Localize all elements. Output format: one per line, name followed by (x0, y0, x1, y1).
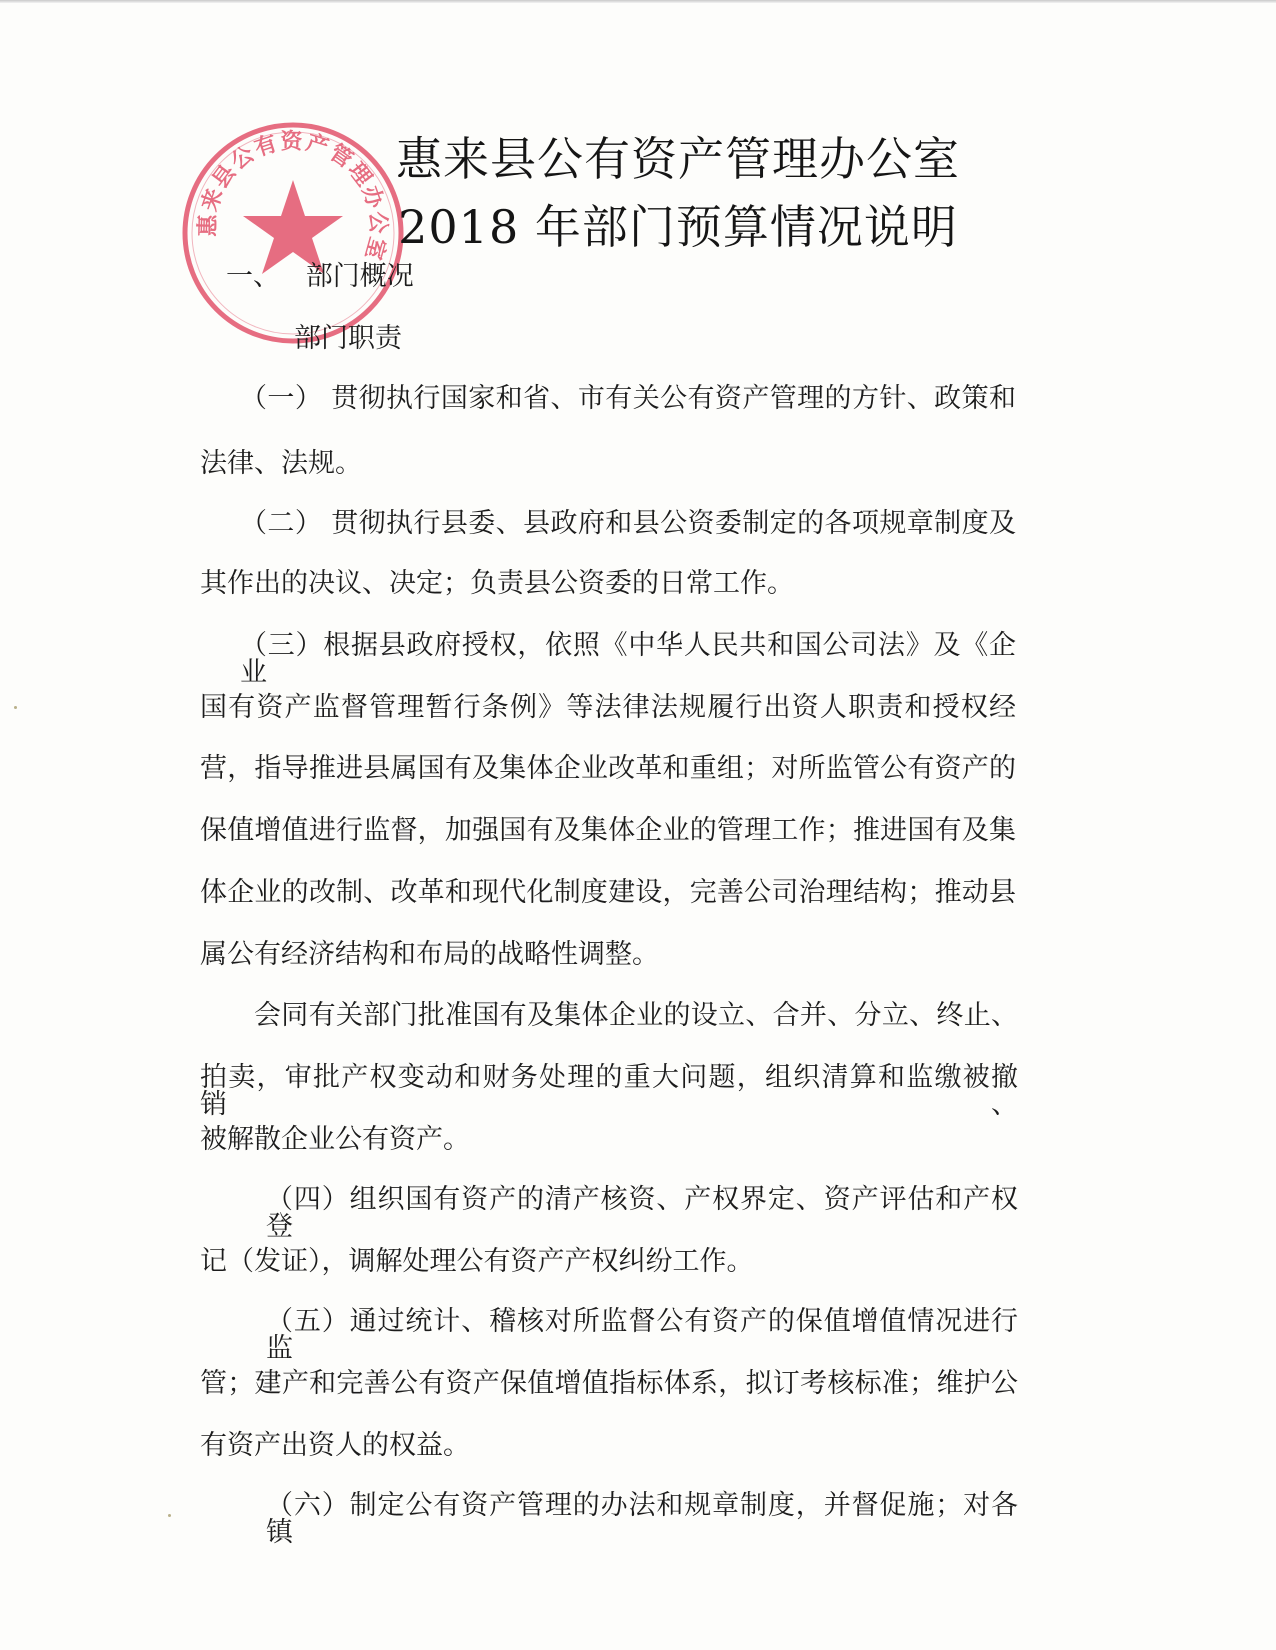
body-line: 营，指导推进县属国有及集体企业改革和重组；对所监管公有资产的 (200, 753, 1016, 784)
body-line: 有资产出资人的权益。 (200, 1430, 470, 1461)
body-line: （二） 贯彻执行县委、县政府和县公资委制定的各项规章制度及 (240, 508, 1016, 539)
document-title-line-2: 2018 年部门预算情况说明 (398, 200, 958, 254)
body-line: 其作出的决议、决定；负责县公资委的日常工作。 (200, 568, 794, 599)
body-line: （五）通过统计、稽核对所监督公有资产的保值增值情况进行监 (266, 1306, 1018, 1364)
body-line: （四）组织国有资产的清产核资、产权界定、资产评估和产权登 (266, 1184, 1018, 1242)
svg-text:惠来县公有资产管理办公室: 惠来县公有资产管理办公室 (195, 129, 391, 265)
body-line: 记（发证），调解处理公有资产产权纠纷工作。 (200, 1246, 754, 1277)
subheading: 部门职责 (294, 323, 402, 354)
body-line: 法律、法规。 (200, 448, 362, 479)
body-line: 会同有关部门批准国有及集体企业的设立、合并、分立、终止、 (254, 1000, 1018, 1031)
body-line: 保值增值进行监督，加强国有及集体企业的管理工作；推进国有及集 (200, 815, 1016, 846)
document-title-line-1: 惠来县公有资产管理办公室 (396, 132, 960, 186)
body-line: 属公有经济结构和布局的战略性调整。 (200, 939, 659, 970)
scan-speck (14, 706, 17, 709)
body-line: （三）根据县政府授权，依照《中华人民共和国公司法》及《企业 (240, 630, 1016, 688)
body-line: 管；建产和完善公有资产保值增值指标体系，拟订考核标准；维护公 (200, 1368, 1018, 1399)
body-line: 拍卖，审批产权变动和财务处理的重大问题，组织清算和监缴被撤销、 (200, 1062, 1018, 1120)
scan-edge (0, 0, 1276, 3)
scan-speck (168, 1514, 171, 1517)
body-line: （六）制定公有资产管理的办法和规章制度，并督促施；对各镇 (266, 1490, 1018, 1548)
body-line: 体企业的改制、改革和现代化制度建设，完善公司治理结构；推动县 (200, 877, 1016, 908)
body-line: 被解散企业公有资产。 (200, 1124, 470, 1155)
body-line: 国有资产监督管理暂行条例》等法律法规履行出资人职责和授权经 (200, 692, 1016, 723)
section-heading: 一、 部门概况 (226, 261, 414, 292)
body-line: （一） 贯彻执行国家和省、市有关公有资产管理的方针、政策和 (240, 383, 1016, 414)
